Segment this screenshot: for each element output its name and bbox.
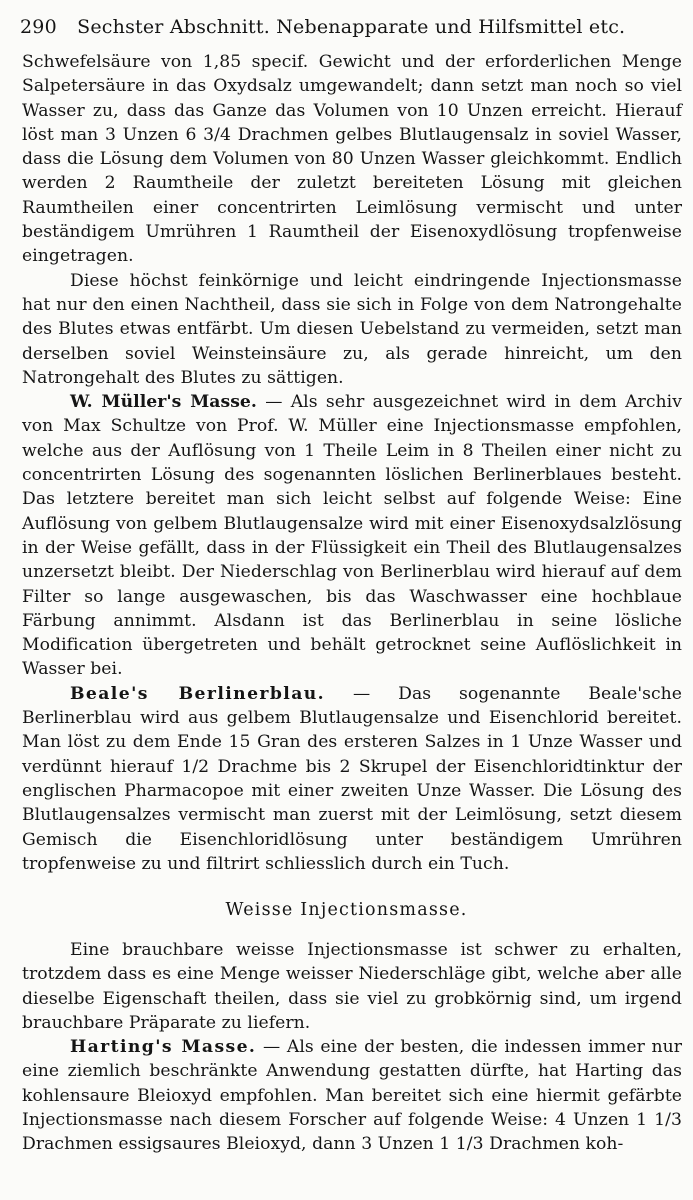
paragraph-mueller-masse — [22, 390, 682, 682]
paragraph-harting-masse — [22, 1035, 682, 1156]
beale-text: — Das sogenannte Beale'sche Berlinerblau wird aus gelbem Blutlaugensalze und Eisenchlorid bereitet. Man löst zu dem Ende 15 Gran des ersteren Salzes in 1 Unze Wasser und verdünnt hierauf 1/2 Drachme bis 2 Skrupel der Eisenchloridtinktur der englischen Pharmacopoe mit einer zweiten Unze Wasser. Die Lösung des Blutlaugensalzes vermischt man zuerst mit der Leimlösung, setzt diesem Gemisch die Eisenchloridlösung unter beständigem Umrühren tropfenweise zu und filtrirt schliesslich durch ein Tuch. — [22, 683, 682, 874]
paragraph-natrongehalt: Diese höchst feinkörnige und leicht eindringende Injectionsmasse hat nur den einen Nachtheil, dass sie sich in Folge von dem Natrongehalte des Blutes etwas entfärbt. Um diesen Uebelstand zu vermeiden, setzt man derselben soviel Weinsteinsäure zu, als gerade hinreicht, um den Natrongehalt des Blutes zu sättigen. — [22, 270, 682, 388]
section-heading: Weisse Injectionsmasse. — [225, 900, 468, 920]
harting-text: — Als eine der besten, die indessen immer nur eine ziemlich beschränkte Anwendung gestatten dürfte, hat Harting das kohlensaure Bleioxyd empfohlen. Man bereitet sich eine hiermit gefärbte Injectionsmasse nach diesem Forscher auf folgende Weise: 4 Unzen 1 1/3 Drachmen essigsaures Bleioxyd, dann 3 Unzen 1 1/3 Drachmen koh- — [22, 1037, 682, 1155]
mueller-lead: W. Müller's Masse. — [70, 392, 257, 413]
text-block-top — [22, 50, 682, 876]
page-number: 290 — [20, 16, 57, 38]
paragraph-beale-berlinerblau — [22, 682, 682, 876]
paragraph-weisse-intro: Eine brauchbare weisse Injectionsmasse ist schwer zu erhalten, trotzdem dass es eine Menge weisser Niederschläge gibt, welche aber alle dieselbe Eigenschaft theilen, dass sie viel zu grobkörnig sind, um irgend brauchbare Präparate zu liefern. — [22, 940, 682, 1033]
beale-lead: Beale's Berlinerblau. — [70, 683, 326, 704]
paragraph-continued: Schwefelsäure von 1,85 specif. Gewicht und der erforderlichen Menge Salpetersäure in das Oxydsalz umgewandelt; dann setzt man noch so viel Wasser zu, dass das Ganze das Volumen von 10 Unzen erreicht. Hierauf löst man 3 Unzen 6 3/4 Drachmen gelbes Blutlaugensalz in soviel Wasser, dass die Lösung dem Volumen von 80 Unzen Wasser gleichkommt. Endlich werden 2 Raumtheile der zuletzt bereiteten Lösung mit gleichen Raumtheilen einer concentrirten Leimlösung vermischt und unter beständigem Umrühren 1 Raumtheil der Eisenoxydlösung tropfenweise eingetragen. — [22, 52, 682, 267]
running-title: Sechster Abschnitt. Nebenapparate und Hilfsmittel etc. — [77, 16, 626, 38]
mueller-text: — Als sehr ausgezeichnet wird in dem Archiv von Max Schultze von Prof. W. Müller eine Injectionsmasse empfohlen, welche aus der Auflösung von 1 Theile Leim in 8 Theilen einer nicht zu concentrirten Lösung des sogenannten löslichen Berlinerblaues besteht. Das letztere bereitet man sich leicht selbst auf folgende Weise: Eine Auflösung von gelbem Blutlaugensalze wird mit einer Eisenoxydsalzlösung in der Weise gefällt, dass in der Flüssigkeit ein Theil des Blutlaugensalzes unzersetzt bleibt. Der Niederschlag von Berlinerblau wird hierauf auf dem Filter so lange ausgewaschen, bis das Waschwasser eine hochblaue Färbung annimmt. Alsdann ist das Berlinerblau in seine lösliche Modification übergetreten und behält getrocknet seine Auflöslichkeit in Wasser bei. — [22, 392, 682, 680]
page-header — [20, 16, 670, 46]
text-block-bottom — [22, 938, 682, 1157]
harting-lead: Harting's Masse. — [70, 1037, 257, 1058]
